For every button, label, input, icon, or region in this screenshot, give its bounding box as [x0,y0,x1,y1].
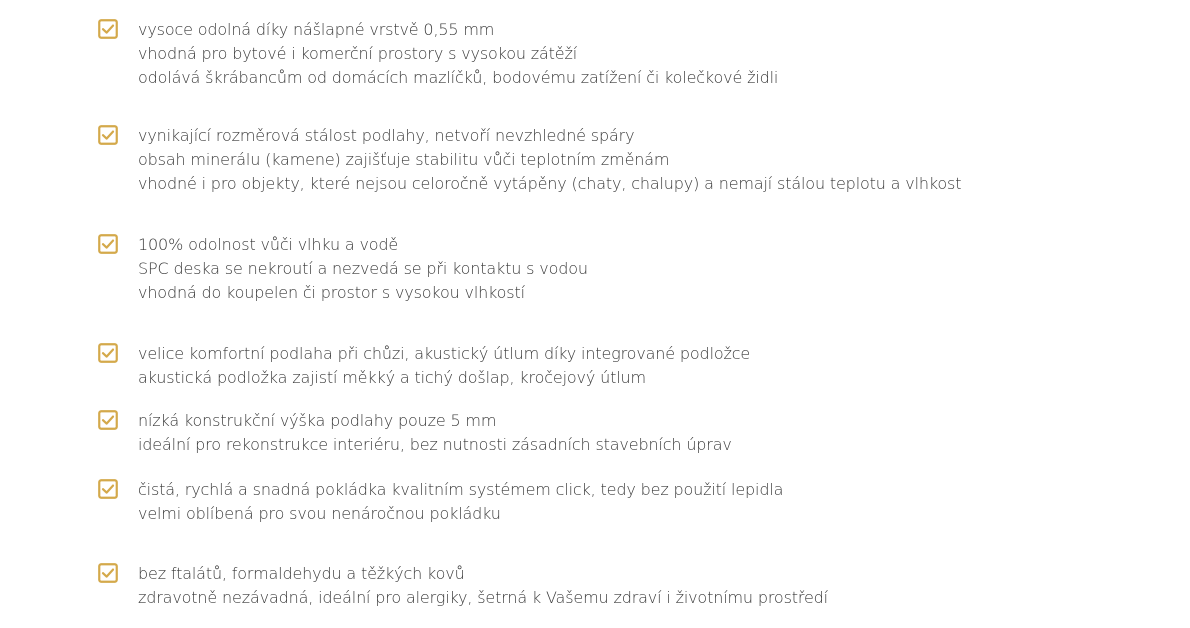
feature-line: bez ftalátů, formaldehydu a těžkých kovů [138,564,465,583]
feature-line: odolává škrábancům od domácích mazlíčků, bodovému zatížení či kolečkové židli [138,68,779,87]
checkbox-checked-icon [98,19,118,39]
checkbox-checked-icon [98,410,118,430]
feature-line: nízká konstrukční výška podlahy pouze 5 mm [138,411,497,430]
checkbox-checked-icon [98,234,118,254]
feature-line: akustická podložka zajistí měkký a tichý došlap, kročejový útlum [138,368,646,387]
feature-line: vysoce odolná díky nášlapné vrstvě 0,55 mm [138,20,495,39]
checkbox-checked-icon [98,479,118,499]
feature-line: SPC deska se nekroutí a nezvedá se při kontaktu s vodou [138,259,588,278]
feature-line: čistá, rychlá a snadná pokládka kvalitním systémem click, tedy bez použití lepidla [138,480,784,499]
checkbox-checked-icon [98,343,118,363]
feature-line: vhodné i pro objekty, které nejsou celoročně vytápěny (chaty, chalupy) a nemají stálou teplotu a vlhkost [138,174,962,193]
feature-line: vhodná pro bytové i komerční prostory s vysokou zátěží [138,44,578,63]
feature-line: vynikající rozměrová stálost podlahy, netvoří nevzhledné spáry [138,126,635,145]
feature-line: obsah minerálu (kamene) zajišťuje stabilitu vůči teplotním změnám [138,150,670,169]
feature-line: vhodná do koupelen či prostor s vysokou vlhkostí [138,283,525,302]
feature-line: 100% odolnost vůči vlhku a vodě [138,235,399,254]
checkbox-checked-icon [98,563,118,583]
feature-line: ideální pro rekonstrukce interiéru, bez nutnosti zásadních stavebních úprav [138,435,732,454]
feature-line: zdravotně nezávadná, ideální pro alergiky, šetrná k Vašemu zdraví i životnímu prostředí [138,588,828,607]
feature-line: velice komfortní podlaha při chůzi, akustický útlum díky integrované podložce [138,344,751,363]
checkbox-checked-icon [98,125,118,145]
feature-line: velmi oblíbená pro svou nenáročnou pokládku [138,504,501,523]
